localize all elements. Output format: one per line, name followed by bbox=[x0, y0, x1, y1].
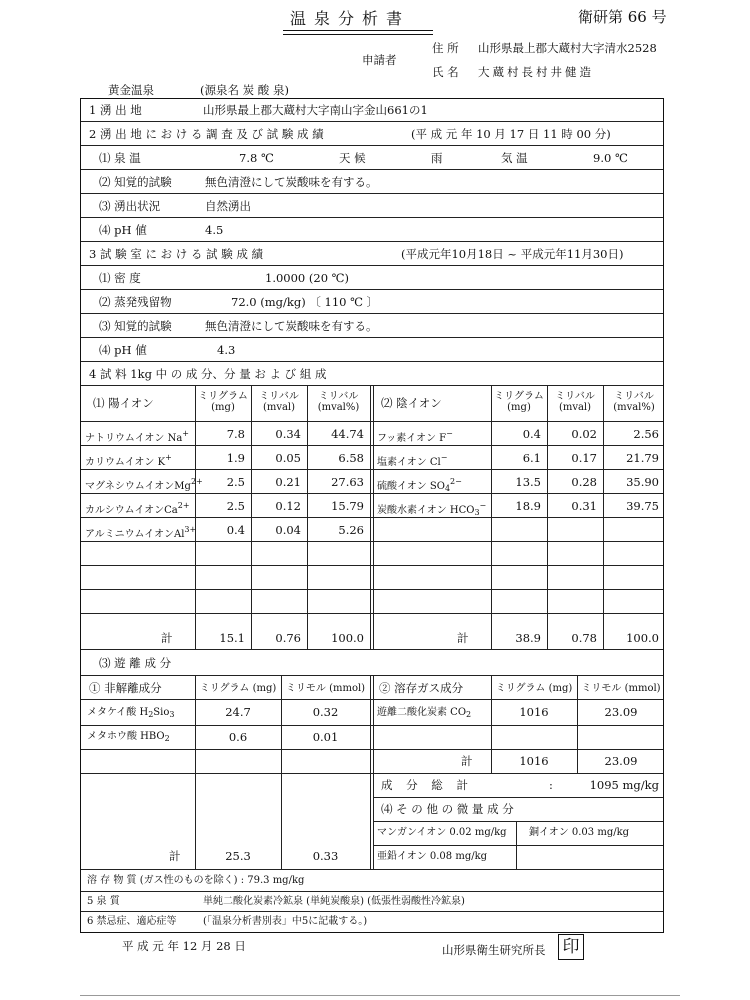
cation-pct-header: ミリバル (mval%) bbox=[317, 391, 360, 413]
cation-mg: 2.5 bbox=[226, 499, 245, 513]
applicant-address: 山形県最上郡大蔵村大字清水2528 bbox=[478, 41, 657, 55]
overall-total-label: 成 分 総 計 bbox=[381, 778, 473, 792]
cation-total-mg: 15.1 bbox=[219, 631, 245, 645]
anion-total-pct: 100.0 bbox=[626, 631, 659, 645]
residue: 72.0 (mg/kg) 〔 110 ℃ 〕 bbox=[231, 295, 379, 309]
anion-pct: 21.79 bbox=[626, 451, 659, 465]
density: 1.0000 (20 ℃) bbox=[265, 271, 350, 285]
anion-pct: 2.56 bbox=[633, 427, 659, 441]
address-label: 住 所 bbox=[432, 41, 459, 55]
outflow-state-label: ⑶ 湧出状況 bbox=[99, 199, 161, 213]
anion-mg: 18.9 bbox=[515, 499, 541, 513]
outflow-location: 山形県最上郡大蔵村大字南山字金山661の1 bbox=[203, 103, 428, 117]
lab-ph: 4.3 bbox=[217, 343, 236, 357]
zinc: 亜鉛イオン 0.08 mg/kg bbox=[377, 851, 488, 862]
weather-label: 天 候 bbox=[339, 151, 366, 165]
cation-mval: 0.05 bbox=[275, 451, 301, 465]
cation-mval: 0.34 bbox=[275, 427, 301, 441]
anion-mval-header: ミリバル (mval) bbox=[555, 391, 595, 413]
nondiss-name: メタケイ酸 $H_2Sio_3$ bbox=[87, 707, 175, 719]
anion-mval: 0.28 bbox=[571, 475, 597, 489]
nondiss-mg: 24.7 bbox=[225, 705, 251, 719]
weather: 雨 bbox=[431, 151, 443, 165]
gas-total-mg: 1016 bbox=[519, 754, 549, 768]
spring-temp-label: ⑴ 泉 温 bbox=[99, 151, 141, 165]
lab-test-heading: 3 試 験 室 に お け る 試 験 成 績 bbox=[89, 247, 264, 261]
nondiss-mmol-header: ミリモル (mmol) bbox=[285, 683, 366, 694]
lab-ph-label: ⑷ pH 値 bbox=[99, 343, 147, 357]
title-underline bbox=[283, 30, 433, 31]
cation-mg: 0.4 bbox=[226, 523, 245, 537]
field-survey-heading: 2 湧 出 地 に お け る 調 査 及 び 試 験 成 績 bbox=[89, 127, 324, 141]
cation-name: カリウムイオン K+ bbox=[85, 453, 172, 468]
anion-mval: 0.17 bbox=[571, 451, 597, 465]
source-name: (源泉名 炭 酸 泉) bbox=[200, 83, 289, 97]
cation-mval: 0.12 bbox=[275, 499, 301, 513]
gas-total-label: 計 bbox=[461, 754, 473, 768]
anion-name: 塩素イオン Cl− bbox=[377, 453, 448, 468]
overall-total-colon: : bbox=[549, 778, 553, 792]
title-underline bbox=[283, 34, 433, 35]
cation-pct: 5.26 bbox=[338, 523, 364, 537]
cation-name: ナトリウムイオン Na+ bbox=[85, 429, 189, 444]
field-sensory-label: ⑵ 知覚的試験 bbox=[99, 175, 172, 189]
anion-total-mg: 38.9 bbox=[515, 631, 541, 645]
anion-mg: 6.1 bbox=[522, 451, 541, 465]
spring-quality: 単純二酸化炭素冷鉱泉 (単純炭酸泉) (低張性弱酸性冷鉱泉) bbox=[203, 896, 465, 907]
anion-pct: 39.75 bbox=[626, 499, 659, 513]
cation-mg-header: ミリグラム (mg) bbox=[198, 391, 248, 413]
nondiss-total-label: 計 bbox=[169, 849, 181, 863]
field-sensory: 無色清澄にして炭酸味を有する。 bbox=[205, 175, 378, 189]
copper: 銅イオン 0.03 mg/kg bbox=[529, 827, 630, 838]
cation-mg: 1.9 bbox=[226, 451, 245, 465]
spring-temp: 7.8 ℃ bbox=[239, 151, 274, 165]
anion-total-label: 計 bbox=[457, 631, 469, 645]
air-temp-label: 気 温 bbox=[501, 151, 528, 165]
analysis-table bbox=[80, 98, 664, 933]
nondiss-mg: 0.6 bbox=[228, 730, 248, 744]
lab-sensory-label: ⑶ 知覚的試験 bbox=[99, 319, 172, 333]
cation-pct: 6.58 bbox=[338, 451, 364, 465]
manganese: マンガンイオン 0.02 mg/kg bbox=[377, 827, 507, 838]
gas-mmol-header: ミリモル (mmol) bbox=[581, 683, 661, 694]
nondiss-mmol: 0.01 bbox=[312, 730, 339, 744]
field-survey-date: (平 成 元 年 10 月 17 日 11 時 00 分) bbox=[411, 127, 611, 141]
anion-mg: 13.5 bbox=[515, 475, 541, 489]
issue-date: 平 成 元 年 12 月 28 日 bbox=[122, 939, 246, 953]
cation-mval: 0.04 bbox=[275, 523, 301, 537]
field-ph-label: ⑷ pH 値 bbox=[99, 223, 147, 237]
nondiss-mmol: 0.32 bbox=[312, 705, 339, 719]
cation-name: カルシウムイオン$Ca^{2+}$ bbox=[85, 501, 190, 516]
overall-total: 1095 mg/kg bbox=[589, 778, 659, 792]
nondiss-total-mg: 25.3 bbox=[225, 849, 251, 863]
cation-mg: 7.8 bbox=[226, 427, 245, 441]
name-label: 氏 名 bbox=[432, 65, 459, 79]
cation-name: マグネシウムイオン$Mg^{2+}$ bbox=[85, 477, 203, 492]
applicant-label: 申請者 bbox=[362, 53, 397, 67]
anion-pct-header: ミリバル (mval%) bbox=[613, 391, 655, 413]
residue-label: ⑵ 蒸発残留物 bbox=[99, 295, 172, 309]
gas-total-mmol: 23.09 bbox=[604, 754, 638, 768]
indications: (「温泉分析書別表」中5に記載する。) bbox=[203, 916, 368, 927]
anion-name: フッ素イオン F− bbox=[377, 429, 453, 444]
nondiss-total-mmol: 0.33 bbox=[312, 849, 339, 863]
document-number: 衛研第 66 号 bbox=[578, 8, 667, 26]
cation-pct: 27.63 bbox=[331, 475, 364, 489]
spring-quality-label: 5 泉 質 bbox=[87, 896, 120, 907]
applicant-name: 大蔵村長村井健造 bbox=[478, 65, 594, 79]
cation-mval: 0.21 bbox=[275, 475, 301, 489]
anion-mval: 0.02 bbox=[571, 427, 597, 441]
seal-stamp: 印 bbox=[558, 934, 584, 960]
air-temp: 9.0 ℃ bbox=[593, 151, 628, 165]
density-label: ⑴ 密 度 bbox=[99, 271, 141, 285]
cation-total-pct: 100.0 bbox=[331, 631, 364, 645]
free-components-heading: ⑶ 遊 離 成 分 bbox=[99, 656, 172, 670]
anion-mval: 0.31 bbox=[571, 499, 597, 513]
cation-name: アルミニウムイオン$Al^{3+}$ bbox=[85, 525, 197, 540]
gas-mg-header: ミリグラム (mg) bbox=[495, 683, 573, 694]
indications-label: 6 禁忌症、適応症等 bbox=[87, 916, 177, 927]
trace-heading: ⑷ そ の 他 の 微 量 成 分 bbox=[381, 802, 514, 816]
spring-name: 黄金温泉 bbox=[108, 83, 154, 97]
lab-sensory: 無色清澄にして炭酸味を有する。 bbox=[205, 319, 378, 333]
cation-total-label: 計 bbox=[161, 631, 173, 645]
anion-name: 炭酸水素イオン $HCO_3^-$ bbox=[377, 501, 487, 517]
cation-pct: 15.79 bbox=[331, 499, 364, 513]
anion-header: ⑵ 陰イオン bbox=[381, 396, 442, 410]
issuer: 山形県衛生研究所長 bbox=[442, 943, 546, 957]
dissolved-substances: 溶 存 物 質 (ガス性のものを除く) : 79.3 mg/kg bbox=[87, 875, 305, 886]
cation-total-mval: 0.76 bbox=[275, 631, 301, 645]
anion-mg: 0.4 bbox=[522, 427, 541, 441]
anion-pct: 35.90 bbox=[626, 475, 659, 489]
gas-mg: 1016 bbox=[519, 705, 549, 719]
outflow-state: 自然湧出 bbox=[205, 199, 251, 213]
anion-name: 硫酸イオン $SO_4^{2-}$ bbox=[377, 477, 462, 493]
field-ph: 4.5 bbox=[205, 223, 224, 237]
cation-header: ⑴ 陽イオン bbox=[93, 396, 154, 410]
outflow-location-label: 1 湧 出 地 bbox=[89, 103, 142, 117]
gas-mmol: 23.09 bbox=[604, 705, 638, 719]
cation-pct: 44.74 bbox=[331, 427, 364, 441]
nondissociated-header: ① 非解離成分 bbox=[89, 681, 162, 695]
cation-mg: 2.5 bbox=[226, 475, 245, 489]
cation-mval-header: ミリバル (mval) bbox=[259, 391, 299, 413]
anion-total-mval: 0.78 bbox=[571, 631, 597, 645]
components-heading: 4 試 料 1kg 中 の 成 分、分 量 お よ び 組 成 bbox=[89, 367, 327, 381]
gas-name: 遊離二酸化炭素 $CO_2$ bbox=[377, 707, 472, 719]
lab-test-date: (平成元年10月18日 ~ 平成元年11月30日) bbox=[401, 247, 624, 261]
nondiss-name: メタホウ酸 $HBO_2$ bbox=[87, 731, 170, 743]
gas-header: ② 溶存ガス成分 bbox=[379, 681, 464, 695]
anion-mg-header: ミリグラム (mg) bbox=[494, 391, 544, 413]
nondiss-mg-header: ミリグラム (mg) bbox=[199, 683, 277, 694]
bottom-rule bbox=[80, 995, 680, 996]
document-title: 温泉分析書 bbox=[290, 9, 411, 28]
